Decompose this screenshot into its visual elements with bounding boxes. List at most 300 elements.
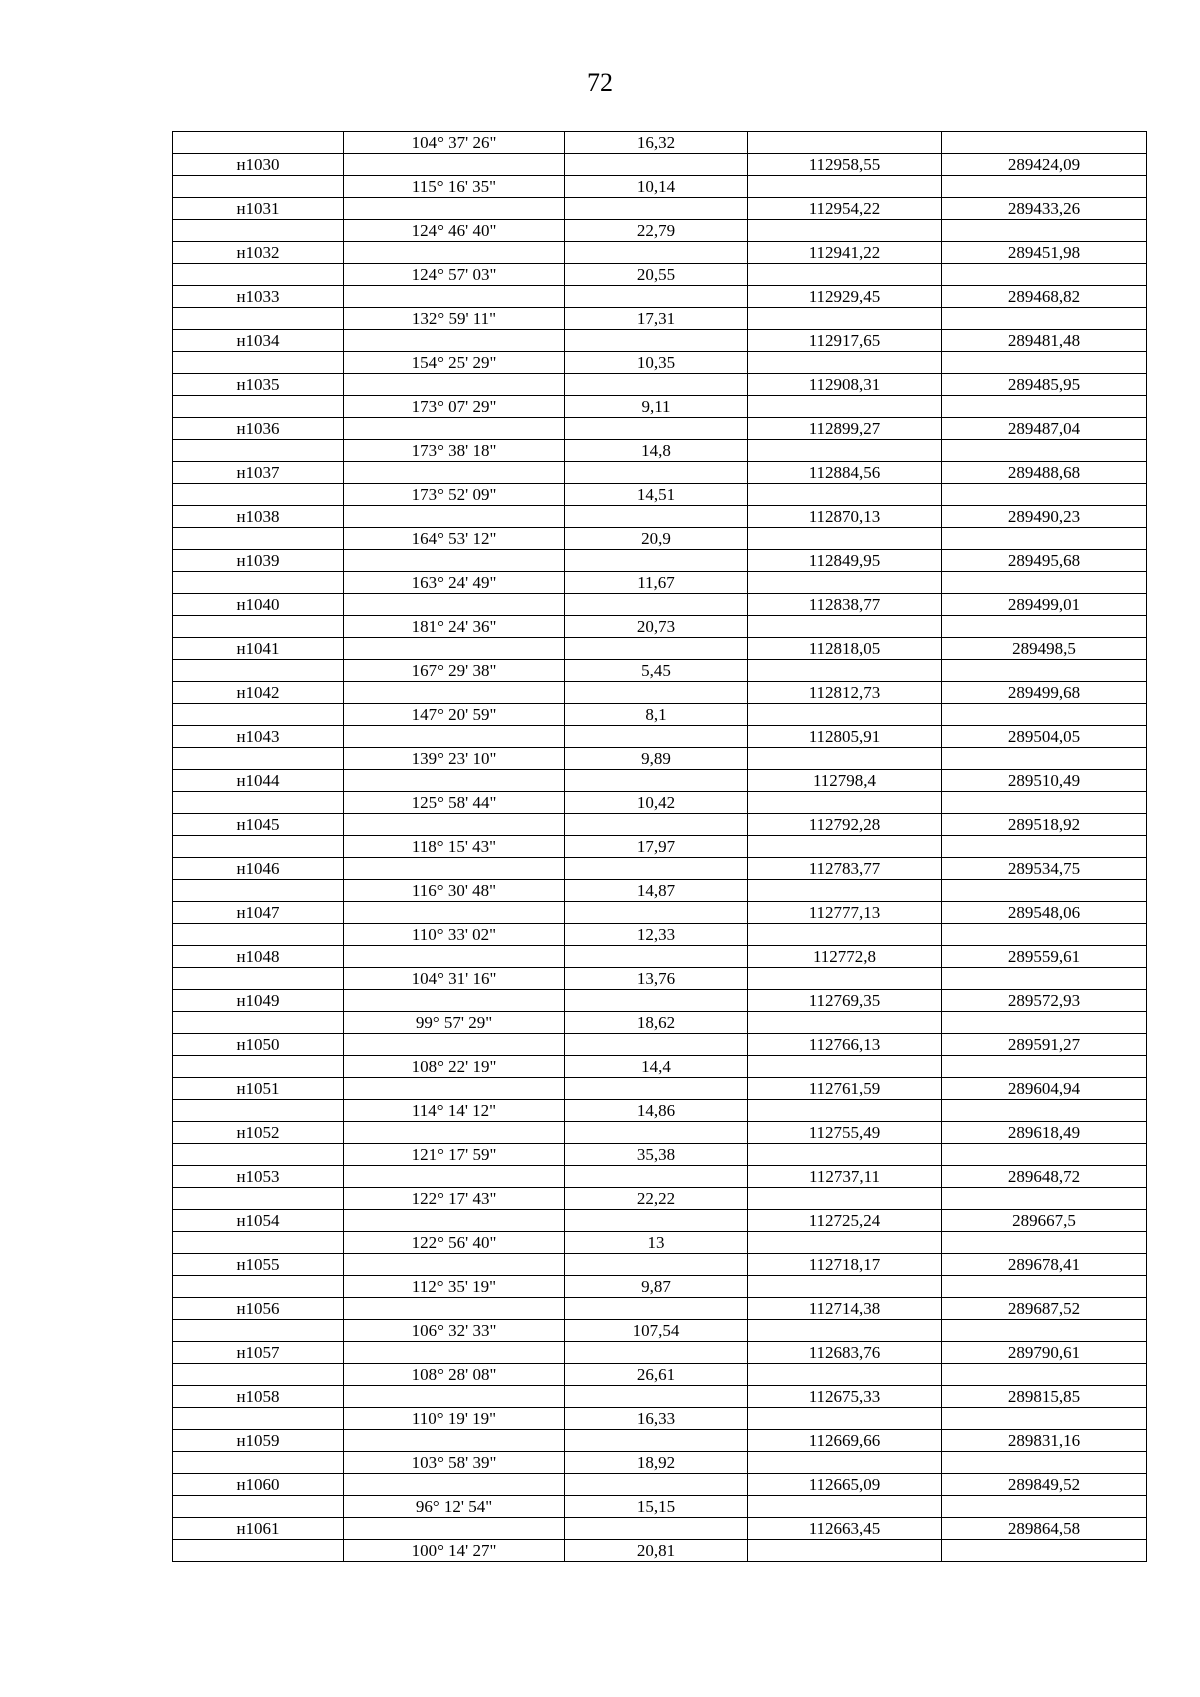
direction-angle-cell: 106° 32' 33" [344,1320,565,1342]
direction-angle-cell [344,1166,565,1188]
point-id-cell: н1058 [173,1386,344,1408]
point-id-cell: н1053 [173,1166,344,1188]
table-row [173,660,1147,682]
x-coordinate-cell: 112777,13 [748,902,942,924]
point-id-cell: н1038 [173,506,344,528]
table-row [173,242,1147,264]
x-coordinate-cell [748,484,942,506]
point-id-cell [173,1144,344,1166]
direction-angle-cell [344,594,565,616]
y-coordinate-cell: 289864,58 [942,1518,1147,1540]
y-coordinate-cell: 289790,61 [942,1342,1147,1364]
distance-cell: 18,92 [565,1452,748,1474]
x-coordinate-cell [748,440,942,462]
table-row [173,902,1147,924]
direction-angle-cell [344,1518,565,1540]
distance-cell [565,242,748,264]
y-coordinate-cell [942,748,1147,770]
y-coordinate-cell: 289687,52 [942,1298,1147,1320]
x-coordinate-cell: 112884,56 [748,462,942,484]
point-id-cell [173,660,344,682]
x-coordinate-cell: 112772,8 [748,946,942,968]
y-coordinate-cell: 289678,41 [942,1254,1147,1276]
x-coordinate-cell: 112675,33 [748,1386,942,1408]
y-coordinate-cell [942,528,1147,550]
x-coordinate-cell: 112669,66 [748,1430,942,1452]
direction-angle-cell [344,946,565,968]
distance-cell: 14,86 [565,1100,748,1122]
y-coordinate-cell: 289591,27 [942,1034,1147,1056]
y-coordinate-cell: 289548,06 [942,902,1147,924]
y-coordinate-cell [942,616,1147,638]
point-id-cell [173,484,344,506]
point-id-cell: н1035 [173,374,344,396]
y-coordinate-cell: 289518,92 [942,814,1147,836]
direction-angle-cell [344,154,565,176]
y-coordinate-cell: 289559,61 [942,946,1147,968]
table-row [173,638,1147,660]
table-row [173,418,1147,440]
x-coordinate-cell [748,924,942,946]
y-coordinate-cell: 289618,49 [942,1122,1147,1144]
point-id-cell: н1059 [173,1430,344,1452]
x-coordinate-cell [748,1188,942,1210]
direction-angle-cell [344,198,565,220]
y-coordinate-cell: 289487,04 [942,418,1147,440]
y-coordinate-cell [942,572,1147,594]
y-coordinate-cell: 289499,68 [942,682,1147,704]
direction-angle-cell: 108° 22' 19" [344,1056,565,1078]
y-coordinate-cell [942,1496,1147,1518]
x-coordinate-cell [748,1452,942,1474]
distance-cell [565,594,748,616]
point-id-cell: н1042 [173,682,344,704]
y-coordinate-cell [942,924,1147,946]
coordinates-table-body [173,132,1147,1562]
distance-cell: 35,38 [565,1144,748,1166]
x-coordinate-cell: 112718,17 [748,1254,942,1276]
point-id-cell: н1047 [173,902,344,924]
table-row [173,550,1147,572]
point-id-cell: н1043 [173,726,344,748]
table-row [173,1122,1147,1144]
distance-cell: 17,31 [565,308,748,330]
direction-angle-cell: 110° 33' 02" [344,924,565,946]
y-coordinate-cell [942,792,1147,814]
point-id-cell: н1041 [173,638,344,660]
y-coordinate-cell [942,880,1147,902]
point-id-cell: н1048 [173,946,344,968]
x-coordinate-cell [748,396,942,418]
distance-cell [565,154,748,176]
y-coordinate-cell: 289604,94 [942,1078,1147,1100]
point-id-cell: н1036 [173,418,344,440]
y-coordinate-cell: 289498,5 [942,638,1147,660]
point-id-cell: н1031 [173,198,344,220]
x-coordinate-cell: 112870,13 [748,506,942,528]
point-id-cell: н1051 [173,1078,344,1100]
point-id-cell [173,1100,344,1122]
y-coordinate-cell: 289849,52 [942,1474,1147,1496]
distance-cell: 14,87 [565,880,748,902]
distance-cell [565,1474,748,1496]
direction-angle-cell: 154° 25' 29" [344,352,565,374]
y-coordinate-cell: 289831,16 [942,1430,1147,1452]
distance-cell [565,638,748,660]
point-id-cell: н1061 [173,1518,344,1540]
point-id-cell [173,880,344,902]
point-id-cell [173,1408,344,1430]
y-coordinate-cell [942,396,1147,418]
x-coordinate-cell: 112958,55 [748,154,942,176]
point-id-cell [173,1056,344,1078]
point-id-cell [173,1364,344,1386]
point-id-cell: н1040 [173,594,344,616]
x-coordinate-cell: 112818,05 [748,638,942,660]
point-id-cell: н1045 [173,814,344,836]
direction-angle-cell [344,638,565,660]
table-row [173,396,1147,418]
direction-angle-cell [344,1122,565,1144]
direction-angle-cell: 121° 17' 59" [344,1144,565,1166]
distance-cell: 20,55 [565,264,748,286]
table-row [173,616,1147,638]
table-row [173,286,1147,308]
table-row [173,748,1147,770]
distance-cell [565,682,748,704]
distance-cell: 5,45 [565,660,748,682]
point-id-cell: н1050 [173,1034,344,1056]
distance-cell: 107,54 [565,1320,748,1342]
direction-angle-cell: 100° 14' 27" [344,1540,565,1562]
x-coordinate-cell: 112792,28 [748,814,942,836]
table-row [173,1496,1147,1518]
point-id-cell: н1049 [173,990,344,1012]
x-coordinate-cell [748,1496,942,1518]
distance-cell: 22,79 [565,220,748,242]
point-id-cell [173,616,344,638]
x-coordinate-cell: 112805,91 [748,726,942,748]
distance-cell [565,1210,748,1232]
x-coordinate-cell [748,748,942,770]
x-coordinate-cell [748,1320,942,1342]
table-row [173,704,1147,726]
table-row [173,1474,1147,1496]
y-coordinate-cell: 289485,95 [942,374,1147,396]
y-coordinate-cell: 289534,75 [942,858,1147,880]
direction-angle-cell [344,1342,565,1364]
table-row [173,264,1147,286]
direction-angle-cell: 99° 57' 29" [344,1012,565,1034]
point-id-cell [173,264,344,286]
distance-cell [565,462,748,484]
x-coordinate-cell [748,792,942,814]
table-row [173,1078,1147,1100]
direction-angle-cell: 115° 16' 35" [344,176,565,198]
point-id-cell: н1046 [173,858,344,880]
x-coordinate-cell: 112761,59 [748,1078,942,1100]
x-coordinate-cell: 112665,09 [748,1474,942,1496]
table-row [173,1320,1147,1342]
y-coordinate-cell: 289433,26 [942,198,1147,220]
y-coordinate-cell [942,1540,1147,1562]
distance-cell: 13,76 [565,968,748,990]
x-coordinate-cell [748,1540,942,1562]
table-row [173,308,1147,330]
table-row [173,1188,1147,1210]
distance-cell: 14,8 [565,440,748,462]
distance-cell: 12,33 [565,924,748,946]
direction-angle-cell [344,462,565,484]
direction-angle-cell [344,374,565,396]
direction-angle-cell [344,726,565,748]
direction-angle-cell [344,1298,565,1320]
y-coordinate-cell [942,440,1147,462]
table-row [173,374,1147,396]
y-coordinate-cell [942,1056,1147,1078]
table-row [173,440,1147,462]
point-id-cell [173,132,344,154]
point-id-cell [173,1188,344,1210]
y-coordinate-cell [942,836,1147,858]
y-coordinate-cell [942,968,1147,990]
direction-angle-cell: 122° 56' 40" [344,1232,565,1254]
y-coordinate-cell [942,1232,1147,1254]
y-coordinate-cell [942,1364,1147,1386]
table-row [173,1100,1147,1122]
coordinates-table [172,131,1147,1562]
y-coordinate-cell: 289468,82 [942,286,1147,308]
x-coordinate-cell: 112783,77 [748,858,942,880]
point-id-cell [173,1232,344,1254]
direction-angle-cell [344,1078,565,1100]
table-row [173,506,1147,528]
page-number: 72 [587,68,613,97]
point-id-cell [173,440,344,462]
direction-angle-cell: 173° 07' 29" [344,396,565,418]
distance-cell: 20,9 [565,528,748,550]
point-id-cell: н1056 [173,1298,344,1320]
direction-angle-cell [344,770,565,792]
distance-cell: 11,67 [565,572,748,594]
x-coordinate-cell: 112954,22 [748,198,942,220]
point-id-cell [173,396,344,418]
table-row [173,1364,1147,1386]
point-id-cell [173,748,344,770]
table-row [173,1034,1147,1056]
point-id-cell [173,308,344,330]
y-coordinate-cell: 289499,01 [942,594,1147,616]
table-row [173,1210,1147,1232]
y-coordinate-cell: 289451,98 [942,242,1147,264]
x-coordinate-cell [748,264,942,286]
distance-cell [565,1298,748,1320]
x-coordinate-cell [748,1056,942,1078]
direction-angle-cell [344,330,565,352]
x-coordinate-cell: 112812,73 [748,682,942,704]
point-id-cell [173,968,344,990]
direction-angle-cell: 103° 58' 39" [344,1452,565,1474]
distance-cell [565,1342,748,1364]
table-row [173,528,1147,550]
x-coordinate-cell [748,352,942,374]
distance-cell: 16,32 [565,132,748,154]
distance-cell: 15,15 [565,1496,748,1518]
x-coordinate-cell: 112849,95 [748,550,942,572]
direction-angle-cell [344,506,565,528]
direction-angle-cell [344,550,565,572]
x-coordinate-cell: 112663,45 [748,1518,942,1540]
table-row [173,352,1147,374]
distance-cell: 14,4 [565,1056,748,1078]
table-row [173,836,1147,858]
table-row [173,484,1147,506]
table-row [173,1056,1147,1078]
y-coordinate-cell: 289504,05 [942,726,1147,748]
direction-angle-cell: 132° 59' 11" [344,308,565,330]
x-coordinate-cell [748,176,942,198]
table-row [173,1430,1147,1452]
table-row [173,462,1147,484]
point-id-cell: н1032 [173,242,344,264]
direction-angle-cell: 163° 24' 49" [344,572,565,594]
y-coordinate-cell [942,484,1147,506]
x-coordinate-cell [748,572,942,594]
x-coordinate-cell: 112737,11 [748,1166,942,1188]
distance-cell: 16,33 [565,1408,748,1430]
y-coordinate-cell [942,220,1147,242]
distance-cell [565,330,748,352]
distance-cell: 9,87 [565,1276,748,1298]
direction-angle-cell [344,814,565,836]
table-row [173,792,1147,814]
y-coordinate-cell [942,1320,1147,1342]
table-row [173,572,1147,594]
x-coordinate-cell [748,132,942,154]
table-row [173,880,1147,902]
x-coordinate-cell [748,660,942,682]
point-id-cell [173,1452,344,1474]
point-id-cell [173,1320,344,1342]
direction-angle-cell: 114° 14' 12" [344,1100,565,1122]
y-coordinate-cell [942,1408,1147,1430]
point-id-cell [173,792,344,814]
direction-angle-cell: 164° 53' 12" [344,528,565,550]
point-id-cell: н1034 [173,330,344,352]
table-row [173,132,1147,154]
table-row [173,1012,1147,1034]
y-coordinate-cell: 289488,68 [942,462,1147,484]
direction-angle-cell [344,242,565,264]
point-id-cell: н1052 [173,1122,344,1144]
x-coordinate-cell: 112755,49 [748,1122,942,1144]
table-row [173,1254,1147,1276]
direction-angle-cell: 139° 23' 10" [344,748,565,770]
distance-cell [565,1254,748,1276]
direction-angle-cell: 125° 58' 44" [344,792,565,814]
point-id-cell: н1037 [173,462,344,484]
y-coordinate-cell [942,660,1147,682]
direction-angle-cell [344,1210,565,1232]
y-coordinate-cell: 289648,72 [942,1166,1147,1188]
direction-angle-cell [344,1034,565,1056]
distance-cell [565,1386,748,1408]
x-coordinate-cell [748,1276,942,1298]
table-row [173,1518,1147,1540]
distance-cell: 8,1 [565,704,748,726]
table-row [173,726,1147,748]
direction-angle-cell: 124° 57' 03" [344,264,565,286]
point-id-cell: н1044 [173,770,344,792]
x-coordinate-cell [748,1012,942,1034]
table-row [173,1408,1147,1430]
distance-cell: 18,62 [565,1012,748,1034]
direction-angle-cell: 124° 46' 40" [344,220,565,242]
table-row [173,1166,1147,1188]
point-id-cell [173,924,344,946]
table-row [173,924,1147,946]
x-coordinate-cell [748,968,942,990]
distance-cell: 20,73 [565,616,748,638]
x-coordinate-cell [748,880,942,902]
y-coordinate-cell: 289667,5 [942,1210,1147,1232]
x-coordinate-cell [748,704,942,726]
table-row [173,946,1147,968]
distance-cell: 14,51 [565,484,748,506]
x-coordinate-cell: 112929,45 [748,286,942,308]
direction-angle-cell: 110° 19' 19" [344,1408,565,1430]
distance-cell [565,814,748,836]
table-row [173,220,1147,242]
y-coordinate-cell [942,132,1147,154]
direction-angle-cell: 108° 28' 08" [344,1364,565,1386]
x-coordinate-cell: 112941,22 [748,242,942,264]
x-coordinate-cell: 112908,31 [748,374,942,396]
distance-cell [565,1430,748,1452]
distance-cell: 10,14 [565,176,748,198]
point-id-cell: н1054 [173,1210,344,1232]
y-coordinate-cell [942,352,1147,374]
x-coordinate-cell [748,528,942,550]
y-coordinate-cell [942,1276,1147,1298]
distance-cell [565,946,748,968]
x-coordinate-cell [748,616,942,638]
distance-cell [565,506,748,528]
distance-cell: 22,22 [565,1188,748,1210]
direction-angle-cell [344,682,565,704]
direction-angle-cell [344,1254,565,1276]
y-coordinate-cell [942,704,1147,726]
direction-angle-cell [344,1474,565,1496]
table-row [173,1386,1147,1408]
distance-cell [565,858,748,880]
point-id-cell: н1055 [173,1254,344,1276]
direction-angle-cell [344,418,565,440]
y-coordinate-cell [942,1452,1147,1474]
table-row [173,1276,1147,1298]
y-coordinate-cell: 289510,49 [942,770,1147,792]
y-coordinate-cell [942,1100,1147,1122]
distance-cell: 17,97 [565,836,748,858]
direction-angle-cell [344,1430,565,1452]
distance-cell [565,418,748,440]
point-id-cell: н1060 [173,1474,344,1496]
distance-cell [565,726,748,748]
point-id-cell [173,176,344,198]
table-row [173,1342,1147,1364]
direction-angle-cell: 122° 17' 43" [344,1188,565,1210]
table-row [173,594,1147,616]
